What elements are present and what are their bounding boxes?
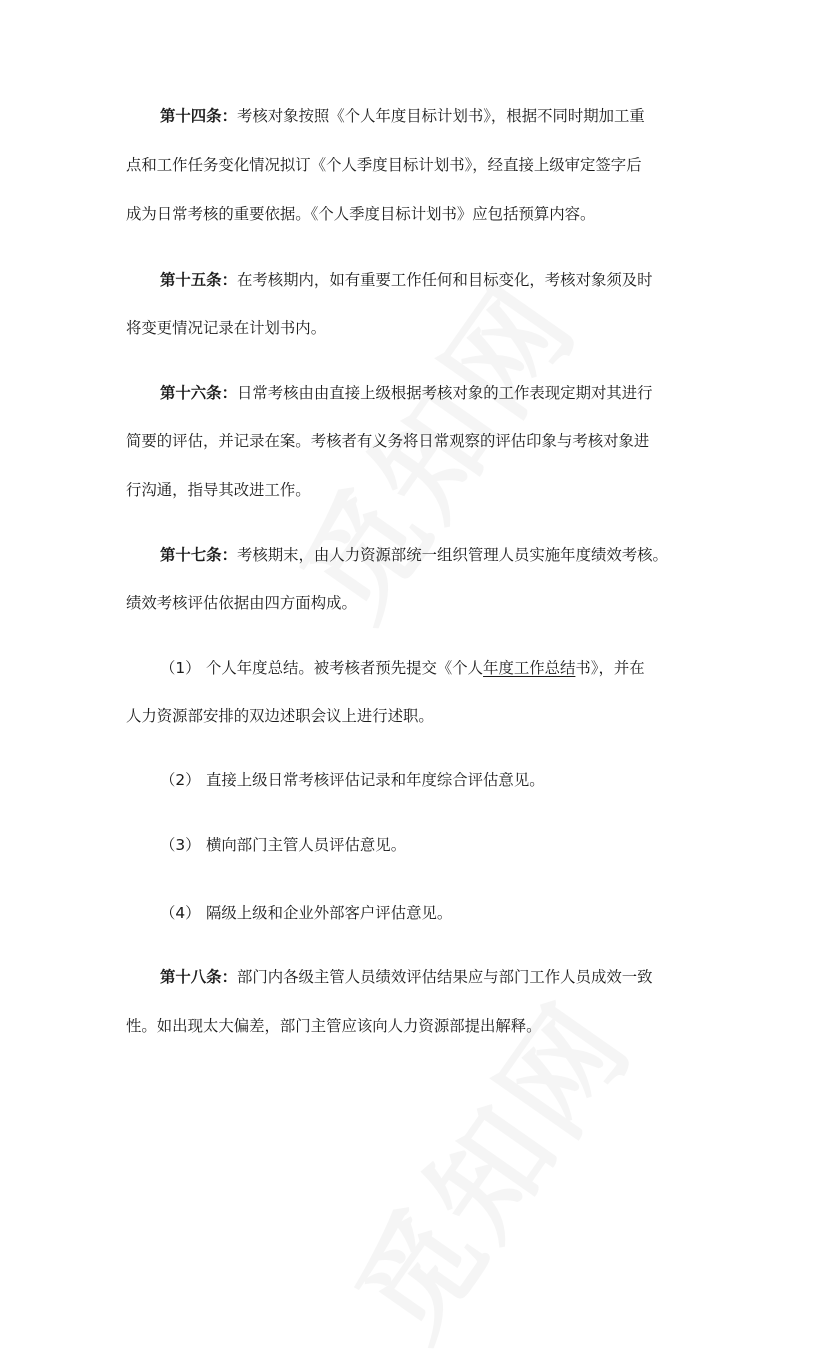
list-item-2 xyxy=(160,770,545,790)
list-item-1-text-end: 书》，并在 xyxy=(575,659,645,677)
list-item-3-number: （3） xyxy=(160,836,201,854)
article-17-line-1 xyxy=(160,545,668,565)
list-item-1-number: （1） xyxy=(160,659,201,677)
list-item-1-continuation: 人力资源部安排的双边述职会议上进行述职。 xyxy=(126,707,434,725)
article-14-line-3: 成为日常考核的重要依据。《个人季度目标计划书》应包括预算内容。 xyxy=(126,205,596,223)
list-item-2-number: （2） xyxy=(160,771,201,789)
list-item-4-text: 隔级上级和企业外部客户评估意见。 xyxy=(206,904,453,922)
list-item-3-text: 横向部门主管人员评估意见。 xyxy=(206,836,407,854)
article-14-line-1 xyxy=(160,106,645,126)
article-16-text: 日常考核由由直接上级根据考核对象的工作表现定期对其进行 xyxy=(236,384,653,402)
list-item-1-underlined: 年度工作总结 xyxy=(483,659,576,677)
article-15-label: 第十五条： xyxy=(160,271,237,289)
article-16-line-1 xyxy=(160,383,653,403)
list-item-3 xyxy=(160,835,406,855)
article-15-text: 在考核期内，如有重要工作任何和目标变化，考核对象须及时 xyxy=(236,271,653,289)
list-item-2-text: 直接上级日常考核评估记录和年度综合评估意见。 xyxy=(206,771,545,789)
article-14-line-2: 点和工作任务变化情况拟订《个人季度目标计划书》，经直接上级审定签字后 xyxy=(126,156,642,174)
article-18-line-1 xyxy=(160,967,653,987)
article-18-label: 第十八条： xyxy=(160,968,237,986)
article-14-label: 第十四条： xyxy=(160,107,237,125)
list-item-4-number: （4） xyxy=(160,904,201,922)
article-17-text: 考核期末，由人力资源部统一组织管理人员实施年度绩效考核。 xyxy=(236,546,668,564)
list-item-1-text: 个人年度总结。被考核者预先提交《个人 xyxy=(206,659,484,677)
article-18-text: 部门内各级主管人员绩效评估结果应与部门工作人员成效一致 xyxy=(236,968,653,986)
list-item-4 xyxy=(160,903,452,923)
article-18-line-2: 性。如出现太大偏差，部门主管应该向人力资源部提出解释。 xyxy=(126,1017,542,1035)
article-14-text: 考核对象按照《个人年度目标计划书》，根据不同时期加工重 xyxy=(236,107,645,125)
article-17-label: 第十七条： xyxy=(160,546,237,564)
article-15-line-1 xyxy=(160,270,653,290)
article-16-label: 第十六条： xyxy=(160,384,237,402)
article-16-line-3: 行沟通，指导其改进工作。 xyxy=(126,481,311,499)
list-item-1 xyxy=(160,658,645,678)
article-16-line-2: 简要的评估，并记录在案。考核者有义务将日常观察的评估印象与考核对象进 xyxy=(126,432,650,450)
article-15-line-2: 将变更情况记录在计划书内。 xyxy=(126,319,327,337)
article-17-line-2: 绩效考核评估依据由四方面构成。 xyxy=(126,594,357,612)
